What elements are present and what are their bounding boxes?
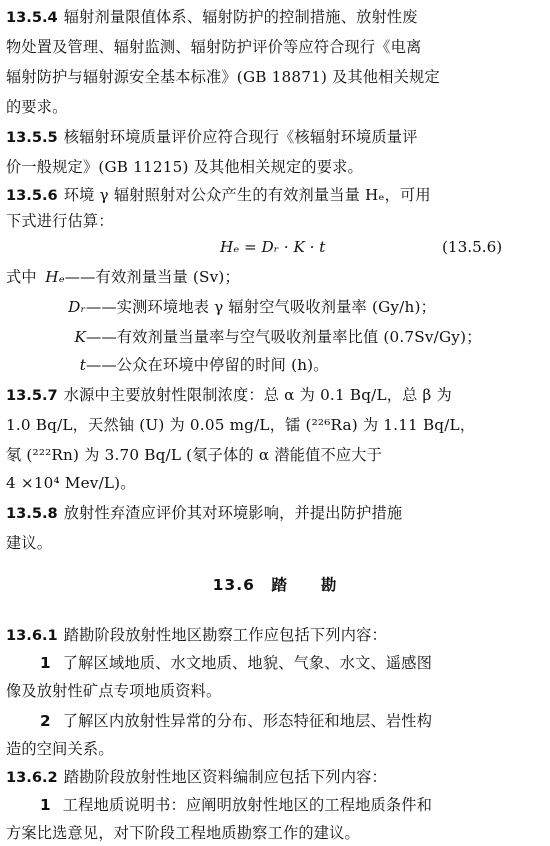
text: 踏勘阶段放射性地区勘察工作应包括下列内容： <box>63 626 387 644</box>
paragraph-13-5-4-line-3: 辐射防护与辐射源安全基本标准》(GB 18871) 及其他相关规定 <box>6 68 440 86</box>
paragraph-13-6-1-line-1 <box>6 624 387 647</box>
clause-number: 13.6.1 <box>6 627 58 644</box>
clause-number: 13.5.5 <box>6 129 58 146</box>
text: 工程地质说明书：应阐明放射性地区的工程地质条件和 <box>62 796 433 814</box>
paragraph-13-5-6-line-2: 下式进行估算： <box>6 212 114 230</box>
symbol: K <box>74 328 86 346</box>
where-definition-4 <box>58 354 329 376</box>
clause-number: 13.5.4 <box>6 9 58 26</box>
clause-number: 13.5.7 <box>6 387 58 404</box>
text: 核辐射环境质量评价应符合现行《核辐射环境质量评 <box>63 128 418 146</box>
paragraph-13-5-5-line-2: 价一般规定》(GB 11215) 及其他相关规定的要求。 <box>6 158 363 176</box>
paragraph-13-5-4-line-1 <box>6 6 418 29</box>
paragraph-13-5-7-line-1 <box>6 384 452 407</box>
definition: ——有效剂量当量率与空气吸收剂量率比值 (0.7Sv/Gy)； <box>86 328 482 346</box>
text: 了解区内放射性异常的分布、形态特征和地层、岩性构 <box>62 712 433 730</box>
item-number: 1 <box>40 654 51 672</box>
paragraph-13-5-8-line-2: 建议。 <box>6 534 53 552</box>
item-1-line-1 <box>40 652 432 674</box>
formula-number: (13.5.6) <box>442 238 503 256</box>
symbol: t <box>79 356 86 374</box>
symbol: Hₑ <box>45 268 65 286</box>
formula: Hₑ = Dᵣ · K · t <box>220 238 326 256</box>
item-1-line-2: 方案比选意见，对下阶段工程地质勘察工作的建议。 <box>6 824 360 842</box>
where-definition-2 <box>58 296 436 318</box>
clause-number: 13.5.8 <box>6 505 58 522</box>
paragraph-13-5-7-line-4: 4 ×10⁴ Mev/L)。 <box>6 474 136 492</box>
where-definition-1 <box>6 266 240 288</box>
item-2-line-1 <box>40 710 432 732</box>
item-number: 2 <box>40 712 51 730</box>
definition: ——公众在环境中停留的时间 (h)。 <box>86 356 329 374</box>
definition: ——实测环境地表 γ 辐射空气吸收剂量率 (Gy/h)； <box>86 298 436 316</box>
clause-number: 13.6.2 <box>6 769 58 786</box>
text: 水源中主要放射性限制浓度：总 α 为 0.1 Bq/L，总 β 为 <box>63 386 452 404</box>
item-1-line-2: 像及放射性矿点专项地质资料。 <box>6 682 222 700</box>
definition: ——有效剂量当量 (Sv)； <box>64 268 240 286</box>
paragraph-13-5-5-line-1 <box>6 126 418 149</box>
item-2-line-2: 造的空间关系。 <box>6 740 114 758</box>
paragraph-13-5-8-line-1 <box>6 502 402 525</box>
clause-number: 13.5.6 <box>6 187 58 204</box>
text: 放射性弃渣应评价其对环境影响，并提出防护措施 <box>63 504 403 522</box>
item-number: 1 <box>40 796 51 814</box>
text: 了解区域地质、水文地质、地貌、气象、水文、遥感图 <box>62 654 433 672</box>
symbol: Dᵣ <box>68 298 86 316</box>
text: 环境 γ 辐射照射对公众产生的有效剂量当量 Hₑ，可用 <box>63 186 431 204</box>
text: 辐射剂量限值体系、辐射防护的控制措施、放射性废 <box>63 8 418 26</box>
paragraph-13-5-4-line-4: 的要求。 <box>6 98 68 116</box>
paragraph-13-5-4-line-2: 物处置及管理、辐射监测、辐射防护评价等应符合现行《电离 <box>6 38 422 56</box>
paragraph-13-5-7-line-2: 1.0 Bq/L，天然铀 (U) 为 0.05 mg/L，镭 (²²⁶Ra) 为 1.11 Bq/L， <box>6 416 476 434</box>
section-heading: 13.6 踏 勘 <box>212 576 338 594</box>
where-definition-3 <box>58 326 482 348</box>
paragraph-13-5-6-line-1 <box>6 184 431 207</box>
item-1-line-1 <box>40 794 432 816</box>
where-label: 式中 <box>6 268 37 286</box>
paragraph-13-5-7-line-3: 氡 (²²²Rn) 为 3.70 Bq/L (氡子体的 α 潜能值不应大于 <box>6 446 383 464</box>
paragraph-13-6-2-line-1 <box>6 766 387 789</box>
text: 踏勘阶段放射性地区资料编制应包括下列内容： <box>63 768 387 786</box>
